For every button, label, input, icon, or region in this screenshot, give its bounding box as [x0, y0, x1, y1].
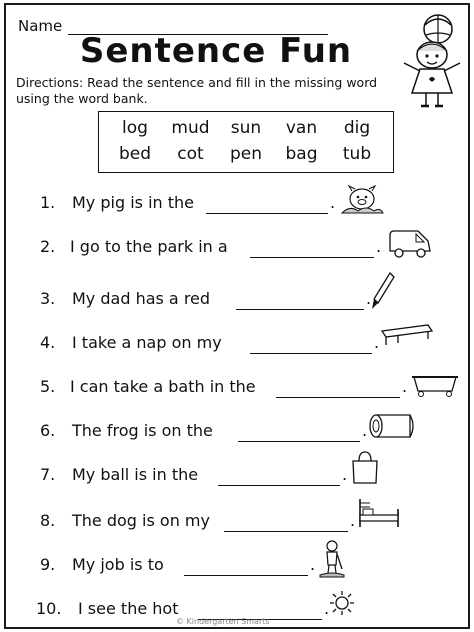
word-bank-word: cot	[177, 144, 204, 164]
answer-blank[interactable]	[250, 257, 374, 258]
item-number: 6.	[40, 421, 56, 440]
period: .	[310, 555, 316, 574]
item-number: 7.	[40, 465, 56, 484]
sentence-text: I take a nap on my	[72, 333, 222, 352]
sentence-item	[6, 463, 472, 493]
word-bank-word: dig	[343, 118, 371, 138]
period: .	[366, 289, 372, 308]
sentence-text: I go to the park in a	[70, 237, 228, 256]
period: .	[350, 511, 356, 530]
bag-icon	[350, 449, 380, 485]
sentence-text: The frog is on the	[72, 421, 213, 440]
worksheet	[4, 3, 470, 629]
pig-in-mud-icon	[340, 183, 384, 219]
sentence-item	[6, 287, 472, 317]
item-number: 2.	[40, 237, 56, 256]
sentence-item	[6, 191, 472, 221]
page-title: Sentence Fun	[79, 31, 353, 71]
answer-blank[interactable]	[250, 353, 372, 354]
period: .	[402, 377, 408, 396]
log-icon	[368, 411, 418, 441]
sentence-text: My pig is in the	[72, 193, 194, 212]
answer-blank[interactable]	[236, 309, 364, 310]
sun-icon	[328, 589, 356, 617]
kid-digging-icon	[318, 539, 346, 579]
period: .	[374, 333, 380, 352]
word-bank-word: log	[122, 118, 148, 138]
answer-blank[interactable]	[276, 397, 400, 398]
word-bank-row	[109, 118, 383, 138]
answer-blank[interactable]	[218, 485, 340, 486]
item-number: 5.	[40, 377, 56, 396]
word-bank-word: van	[285, 118, 318, 138]
answer-blank[interactable]	[238, 441, 360, 442]
sentence-text: My job is to	[72, 555, 164, 574]
sentence-item	[6, 553, 472, 583]
word-bank-word: pen	[229, 144, 263, 164]
item-number: 4.	[40, 333, 56, 352]
sentence-item	[6, 419, 472, 449]
word-bank-word: sun	[230, 118, 262, 138]
item-number: 10.	[36, 599, 62, 618]
answer-blank[interactable]	[184, 575, 308, 576]
sentence-item	[6, 509, 472, 539]
word-bank-word: bed	[118, 144, 152, 164]
period: .	[342, 465, 348, 484]
girl-with-ball-icon	[398, 13, 466, 109]
word-bank-word: mud	[171, 118, 210, 138]
item-number: 9.	[40, 555, 56, 574]
directions-text: Directions: Read the sentence and fill in the missing word using the word bank.	[16, 75, 378, 106]
van-icon	[386, 227, 434, 261]
sentence-text: My dad has a red	[72, 289, 211, 308]
sentence-text: My ball is in the	[72, 465, 199, 484]
item-number: 8.	[40, 511, 56, 530]
bathtub-icon	[410, 369, 460, 399]
sentence-text: The dog is on my	[72, 511, 210, 530]
sentence-text: I see the hot	[78, 599, 179, 618]
period: .	[330, 193, 336, 212]
answer-blank[interactable]	[206, 213, 328, 214]
copyright-footer: © Kindergarten Smarts	[176, 617, 270, 626]
period: .	[362, 421, 368, 440]
word-bank	[98, 111, 394, 173]
cot-icon	[378, 321, 434, 347]
word-bank-word: tub	[342, 144, 372, 164]
period: .	[324, 599, 330, 618]
word-bank-row	[109, 144, 383, 164]
period: .	[376, 237, 382, 256]
sentence-item	[6, 331, 472, 361]
bed-icon	[356, 495, 402, 531]
name-label: Name	[18, 17, 63, 35]
pen-icon	[370, 271, 396, 311]
item-number: 1.	[40, 193, 56, 212]
answer-blank[interactable]	[224, 531, 348, 532]
word-bank-word: bag	[285, 144, 318, 164]
sentence-item	[6, 375, 472, 405]
item-number: 3.	[40, 289, 56, 308]
sentence-text: I can take a bath in the	[70, 377, 256, 396]
sentence-item	[6, 235, 472, 265]
